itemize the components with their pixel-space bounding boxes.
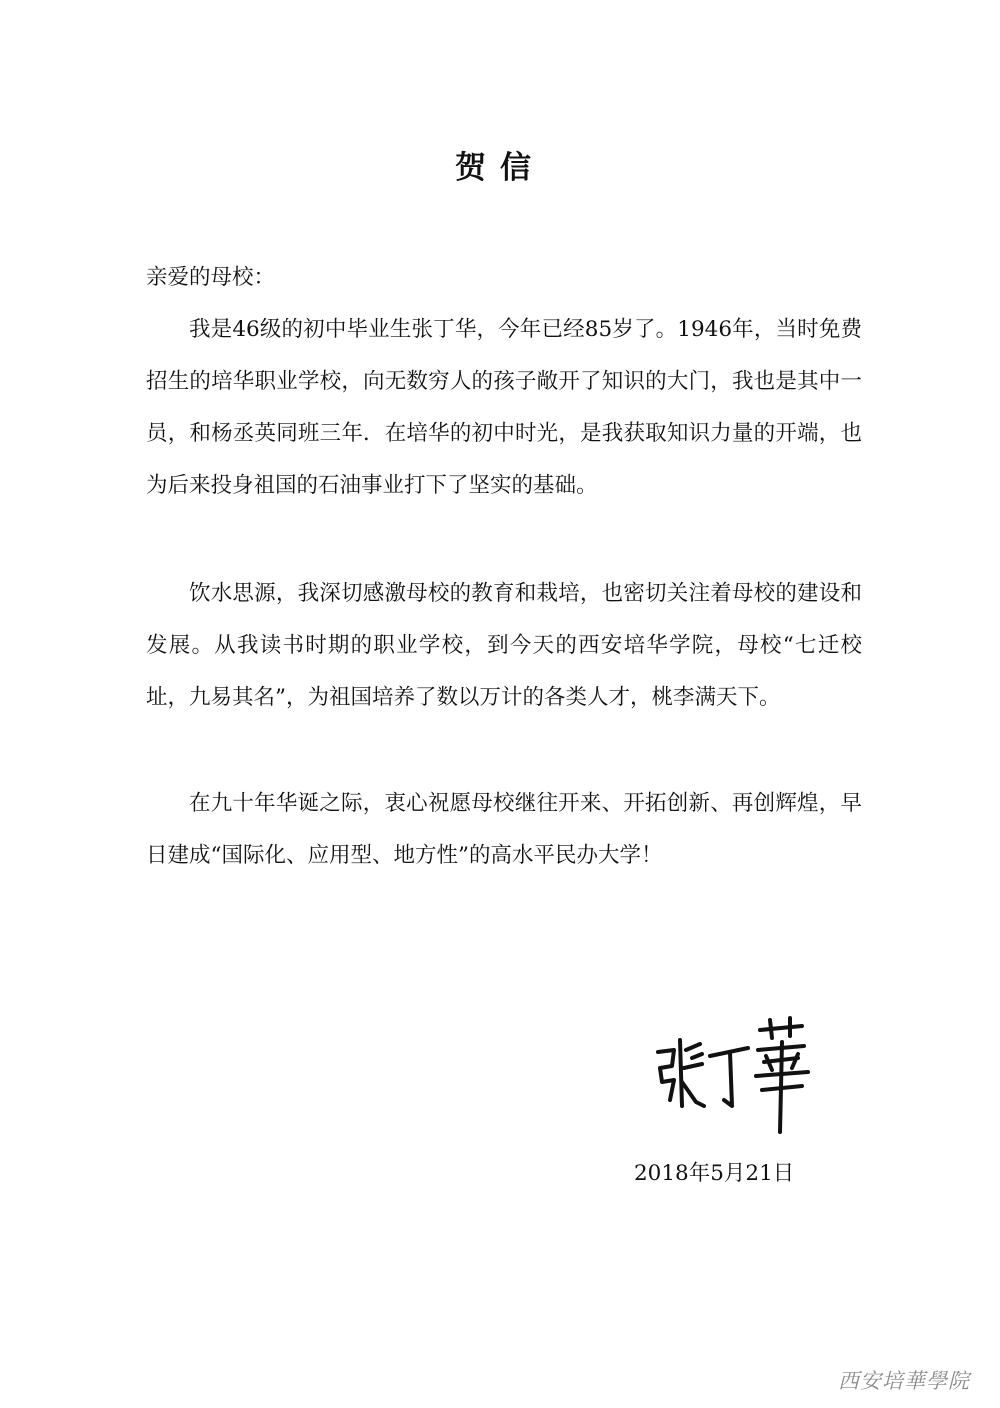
handwritten-signature bbox=[652, 1010, 812, 1135]
letter-date: 2018年5月21日 bbox=[634, 1161, 795, 1186]
paragraph-3: 在九十年华诞之际，衷心祝愿母校继往开来、开拓创新、再创辉煌，早日建成“国际化、应用型、地方性”的高水平民办大学！ bbox=[146, 791, 862, 868]
watermark-text: 西安培華學院 bbox=[838, 1369, 970, 1393]
letter-title: 贺信 bbox=[455, 150, 545, 186]
salutation: 亲爱的母校： bbox=[146, 265, 276, 290]
college-watermark-logo bbox=[838, 1358, 978, 1398]
paragraph-1: 我是46级的初中毕业生张丁华，今年已经85岁了。1946年，当时免费招生的培华职业学校，向无数穷人的孩子敞开了知识的大门，我也是其中一员，和杨丞英同班三年．在培华的初中时光，是我获取知识力量的开端，也为后来投身祖国的石油事业打下了坚实的基础。 bbox=[146, 317, 862, 498]
paragraph-2: 饮水思源，我深切感激母校的教育和栽培，也密切关注着母校的建设和发展。从我读书时期的职业学校，到今天的西安培华学院，母校“七迁校址，九易其名”，为祖国培养了数以万计的各类人才，桃李满天下。 bbox=[146, 581, 862, 710]
